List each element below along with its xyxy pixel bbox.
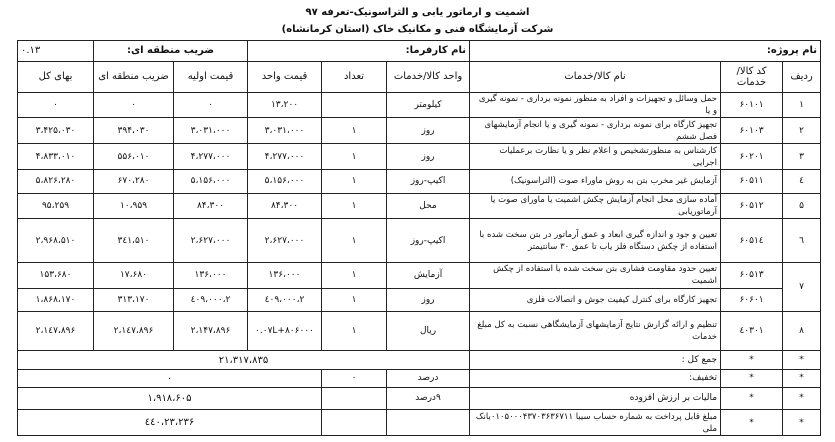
item-code: ۶۰۵۱۲ <box>721 193 783 219</box>
discount-label: تخفیف: <box>470 369 721 387</box>
invoice-table <box>17 40 821 436</box>
item-zone-coef: ۲،۱٤۷،۸۹۶ <box>94 312 174 351</box>
star-mark: * <box>783 410 821 436</box>
item-qty <box>322 92 387 118</box>
row-number: ٦ <box>783 219 821 262</box>
item-name: تنظیم و ارائه گزارش نتایج آزمایشهای آزمایشگاهی نسبت به کل مبلغ خدمات <box>470 312 721 351</box>
item-zone-coef: ۶۷۰،۲۸۰ <box>94 169 174 193</box>
star-mark: * <box>783 387 821 410</box>
tax-value: ۱،۹۱۸،۶۰۵ <box>18 387 322 410</box>
item-total: ۲،۱٤۷،۸۹۶ <box>18 312 94 351</box>
sum-label: جمع کل : <box>470 351 721 370</box>
row-number: ۲ <box>783 118 821 144</box>
item-qty: ۱ <box>322 169 387 193</box>
item-unit-price: ۲،٤۰۹،۰۰۰ <box>248 288 322 312</box>
sum-row <box>18 351 821 370</box>
item-qty: ۱ <box>322 144 387 170</box>
item-unit-price: ۴،۲۷۷،۰۰۰ <box>248 144 322 170</box>
item-qty: ۱ <box>322 262 387 288</box>
item-unit: اکیپ-روز <box>387 169 470 193</box>
col-code: کد کالا/خدمات <box>721 61 783 92</box>
item-base-price: ۳،۰۳۱،۰۰۰ <box>174 118 248 144</box>
item-name: کارشناس به منظورتشخیص و اعلام نظر و یا نظارت برعملیات اجرایی <box>470 144 721 170</box>
discount-row <box>18 369 821 387</box>
item-name: تجهیز کارگاه برای نمونه برداری - نمونه گیری و یا انجام آزمایشهای فصل ششم <box>470 118 721 144</box>
item-qty: ۱ <box>322 193 387 219</box>
item-base-price: ۲،۱۴۷،۸۹۶ <box>174 312 248 351</box>
item-base-price: ۲،۶۲۷،۰۰۰ <box>174 219 248 262</box>
table-row <box>18 262 821 288</box>
item-zone-coef: ۰ <box>94 92 174 118</box>
zone-label: ضریب منطقه ای: <box>94 41 248 62</box>
item-qty: ۱ <box>322 288 387 312</box>
item-unit: کیلومتر <box>387 92 470 118</box>
item-base-price: ۱۳۶،۰۰۰ <box>174 262 248 288</box>
header-row <box>18 61 821 92</box>
col-base-price: قیمت اولیه <box>174 61 248 92</box>
table-row <box>18 193 821 219</box>
item-qty: ۱ <box>322 118 387 144</box>
item-unit: محل <box>387 193 470 219</box>
item-base-price: ۲،٤۰۹،۰۰۰ <box>174 288 248 312</box>
item-code: ۶۰۵۱٤ <box>721 219 783 262</box>
star-mark: * <box>721 387 783 410</box>
row-number: ٤ <box>783 169 821 193</box>
table-row <box>18 219 821 262</box>
item-name: آماده سازی محل انجام آزمایش چکش اشمیت یا ماورای صوت یا آرماتوریابی <box>470 193 721 219</box>
star-mark: * <box>721 351 783 370</box>
discount-qty: ۰ <box>322 369 387 387</box>
item-zone-coef: ۱۰،۹۵۹ <box>94 193 174 219</box>
item-base-price: ۰ <box>174 92 248 118</box>
item-name: تعیین حدود مقاومت فشاری بتن سخت شده با استفاده از چکش اشمیت <box>470 262 721 288</box>
item-total: ۵،۸۲۶،۲۸۰ <box>18 169 94 193</box>
col-row: ردیف <box>783 61 821 92</box>
item-unit-price: ۳،۰۳۱،۰۰۰ <box>248 118 322 144</box>
item-qty: ۱ <box>322 219 387 262</box>
item-code: ۶۰۱۰۱ <box>721 92 783 118</box>
tax-unit: ۹درصد <box>387 387 470 410</box>
sum-value: ۲۱،۳۱۷،۸۳۵ <box>18 351 470 370</box>
item-total: ۰ <box>18 92 94 118</box>
item-code: ۶۰۱۰۳ <box>721 118 783 144</box>
item-unit-price: ۵،۱۵۶،۰۰۰ <box>248 169 322 193</box>
col-zone-coef: ضریب منطقه ای <box>94 61 174 92</box>
item-unit-price: ۲،۶۲۷،۰۰۰ <box>248 219 322 262</box>
item-unit: اکیپ-روز <box>387 219 470 262</box>
item-base-price: ۸۴،۳۰۰ <box>174 193 248 219</box>
item-code: ۶۰۵۱۳ <box>721 262 783 288</box>
item-unit-price: ۰.۰۷L+۸۰۶۰۰۰ <box>248 312 322 351</box>
star-mark: * <box>721 369 783 387</box>
item-unit: روز <box>387 288 470 312</box>
item-zone-coef: ۳۱۳،۱۷۰ <box>94 288 174 312</box>
document-subtitle: شرکت آزمایشگاه فنی و مکانیک خاک (استان کرمانشاه) <box>281 24 554 35</box>
item-total: ۱،۸۶۸،۱۷۰ <box>18 288 94 312</box>
item-total: ۳،۴۲۵،۰۳۰ <box>18 118 94 144</box>
item-code: ۶۰۲۰۱ <box>721 144 783 170</box>
table-row <box>18 118 821 144</box>
discount-value: ۰ <box>18 369 322 387</box>
row-number: ۳ <box>783 144 821 170</box>
item-code: ۶۰۶۰۱ <box>721 288 783 312</box>
item-zone-coef: ۳٤۱،۵۱۰ <box>94 219 174 262</box>
item-unit: ریال <box>387 312 470 351</box>
item-code: ۶۰۵۱۱ <box>721 169 783 193</box>
row-number: ۸ <box>783 312 821 351</box>
item-zone-coef: ۱۷،۶۸۰ <box>94 262 174 288</box>
payable-row <box>18 410 821 436</box>
item-total: ۱۵۳،۶۸۰ <box>18 262 94 288</box>
project-label: نام پروژه: <box>470 41 821 62</box>
star-mark: * <box>783 369 821 387</box>
table-row <box>18 288 821 312</box>
table-row <box>18 144 821 170</box>
star-mark: * <box>783 351 821 370</box>
table-row <box>18 312 821 351</box>
item-unit: آزمایش <box>387 262 470 288</box>
col-unit-price: قیمت واحد <box>248 61 322 92</box>
item-base-price: ۵،۱۵۶،۰۰۰ <box>174 169 248 193</box>
zone-value: ۰.۱۳ <box>18 41 94 62</box>
item-unit-price: ۱۳۶،۰۰۰ <box>248 262 322 288</box>
item-name: تجهیز کارگاه برای کنترل کیفیت جوش و اتصالات فلزی <box>470 288 721 312</box>
row-number: ۵ <box>783 193 821 219</box>
item-base-price: ۴،۲۷۷،۰۰۰ <box>174 144 248 170</box>
item-unit-price: ۸۴،۳۰۰ <box>248 193 322 219</box>
employer-label: نام کارفرما: <box>248 41 470 62</box>
row-number: ۷ <box>783 262 821 312</box>
discount-unit: درصد <box>387 369 470 387</box>
item-unit-price: ۱۳،۲۰۰ <box>248 92 322 118</box>
item-unit: روز <box>387 144 470 170</box>
payable-label: مبلغ قابل پرداخت به شماره حساب سیبا ۰۱۰۵۰۰۰۴۳۷۰۳۶۳۶۷۱۱بانک ملی <box>470 410 721 436</box>
item-name: آزمایش غیر مخرب بتن به روش ماوراء صوت (التراسونیک) <box>470 169 721 193</box>
col-qty: تعداد <box>322 61 387 92</box>
item-code: ٤۰۳۰۱ <box>721 312 783 351</box>
col-name: نام کالا/خدمات <box>470 61 721 92</box>
payable-value: ۲۳،۲۳۶،٤٤۰ <box>18 410 322 436</box>
item-name: تعیین و جود و اندازه گیری ابعاد و عمق آرماتور در بتن سخت شده با استفاده از چکش دستگاه فلز یاب تا عمق ۳۰ سانتیمتر <box>470 219 721 262</box>
row-number: ۱ <box>783 92 821 118</box>
document-title: اشمیت و ارماتور یابی و التراسونیک-تعرفه ۹۷ <box>305 7 530 18</box>
col-unit: واحد کالا/خدمات <box>387 61 470 92</box>
tax-row <box>18 387 821 410</box>
star-mark: * <box>721 410 783 436</box>
table-row <box>18 92 821 118</box>
item-total: ۹۵،۲۵۹ <box>18 193 94 219</box>
item-total: ۴،۸۳۳،۰۱۰ <box>18 144 94 170</box>
info-row <box>18 41 821 62</box>
item-qty: ۱ <box>322 312 387 351</box>
item-zone-coef: ۵۵۶،۰۱۰ <box>94 144 174 170</box>
item-name: حمل وسائل و تجهیزات و افراد به منظور نمونه برداری - نمونه گیری و یا <box>470 92 721 118</box>
col-total: بهای کل <box>18 61 94 92</box>
tax-label: مالیات بر ارزش افزوده <box>470 387 721 410</box>
item-total: ۲،۹۶۸،۵۱۰ <box>18 219 94 262</box>
item-unit: روز <box>387 118 470 144</box>
item-zone-coef: ۳۹۴،۰۳۰ <box>94 118 174 144</box>
table-row <box>18 169 821 193</box>
